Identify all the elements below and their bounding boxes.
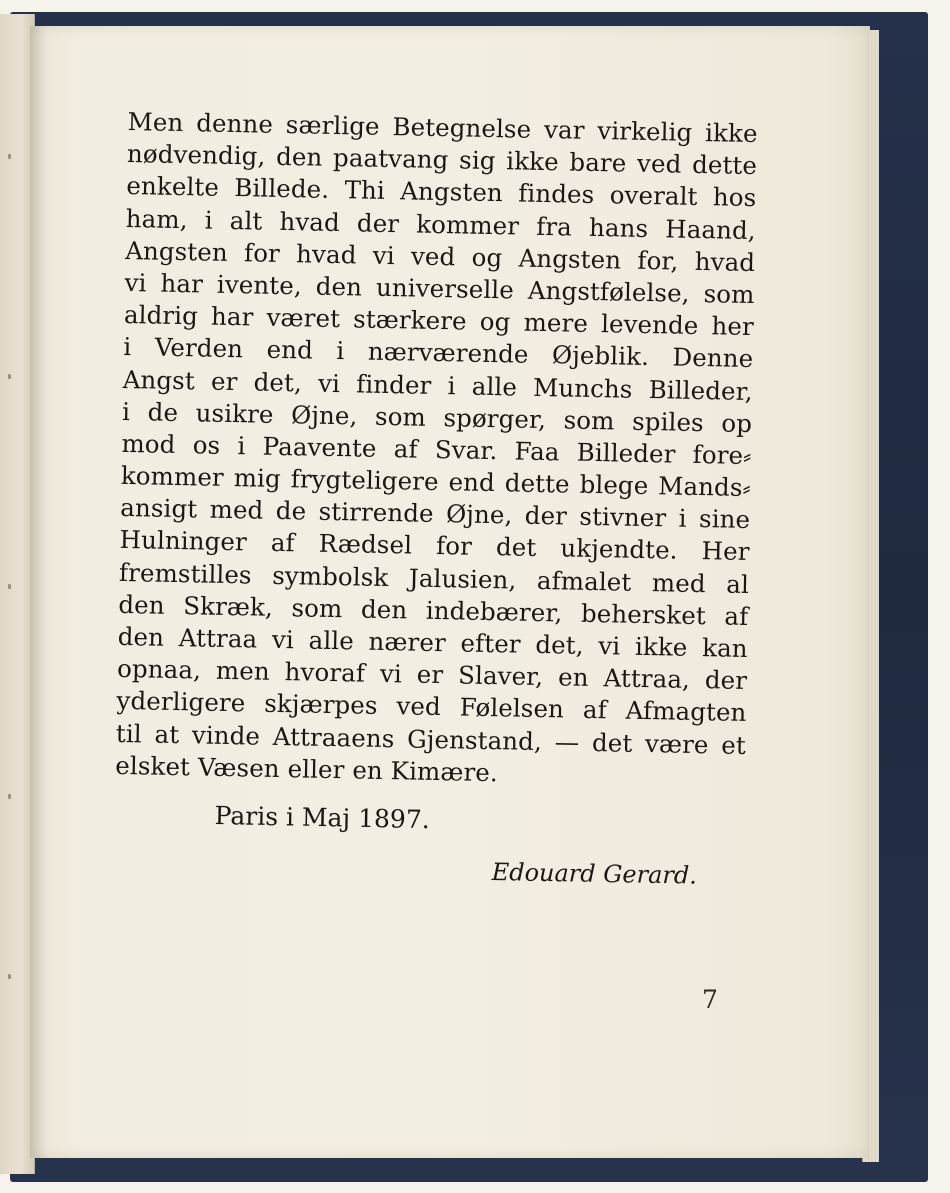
text-line: mod os i Paavente af Svar. Faa Billeder fore⸗ bbox=[121, 428, 752, 470]
gutter-shadow bbox=[30, 26, 48, 1158]
binding-mark bbox=[8, 584, 11, 589]
text-line: yderligere skjærpes ved Følelsen af Afmagten bbox=[116, 686, 747, 728]
binding-mark bbox=[8, 374, 11, 379]
text-line: Men denne særlige Betegnelse var virkelig ikke bbox=[127, 106, 758, 149]
text-line: enkelte Billede. Thi Angsten findes overalt hos bbox=[126, 171, 757, 213]
place-date: Paris i Maj 1897. bbox=[214, 800, 430, 835]
text-line: ansigt med de stirrende Øjne, der stivner i sine bbox=[120, 493, 751, 535]
text-line: i Verden end i nærværende Øjeblik. Denne bbox=[123, 332, 754, 374]
text-line: i de usikre Øjne, som spørger, som spiles op bbox=[121, 396, 753, 438]
text-line: fremstilles symbolsk Jalusien, afmalet med al bbox=[118, 557, 750, 599]
text-line: aldrig har været stærkere og mere levende her bbox=[123, 300, 755, 342]
text-line: opnaa, men hvoraf vi er Slaver, en Attraa, der bbox=[116, 654, 748, 696]
binding-mark bbox=[8, 794, 11, 799]
binding-mark bbox=[8, 974, 11, 979]
page-number: 7 bbox=[702, 985, 718, 1014]
text-line: elsket Væsen eller en Kimære. bbox=[115, 750, 499, 787]
text-line: kommer mig frygteligere end dette blege Mands⸗ bbox=[120, 460, 752, 503]
text-line: Angsten for hvad vi ved og Angsten for, hvad bbox=[124, 235, 756, 277]
text-line: ham, i alt hvad der kommer fra hans Haand, bbox=[125, 203, 757, 245]
text-line: Angst er det, vi finder i alle Munchs Billeder, bbox=[122, 364, 753, 406]
text-line: den Skræk, som den indebærer, behersket af bbox=[118, 589, 749, 631]
binding-mark bbox=[8, 154, 11, 159]
author-signature: Edouard Gerard. bbox=[491, 857, 698, 890]
text-line: nødvendig, den paatvang sig ikke bare ved dette bbox=[126, 139, 758, 181]
text-line: til at vinde Attraaens Gjenstand, — det være et bbox=[115, 718, 747, 760]
text-line: vi har ivente, den universelle Angstfølelse, som bbox=[124, 267, 755, 309]
text-line: den Attraa vi alle nærer efter det, vi ikke kan bbox=[117, 621, 748, 663]
text-line: Hulninger af Rædsel for det ukjendte. Her bbox=[119, 525, 750, 567]
body-text bbox=[115, 106, 758, 794]
